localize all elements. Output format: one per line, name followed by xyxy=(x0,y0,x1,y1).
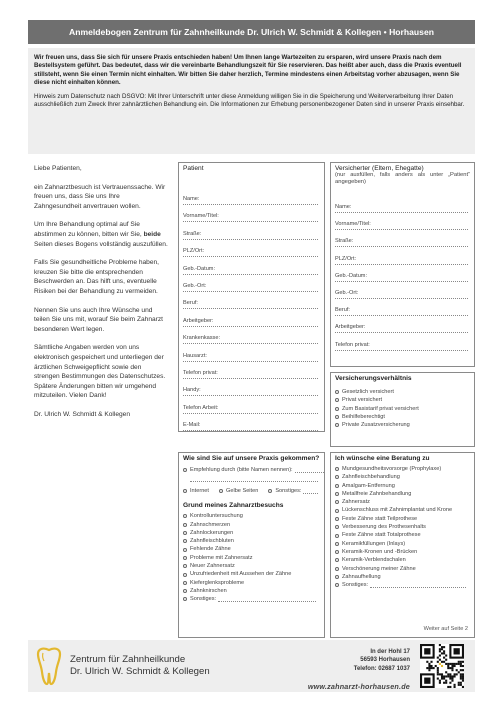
radio-circle-icon[interactable] xyxy=(183,597,187,601)
visit_reason-option[interactable]: Zahnschmerzen xyxy=(183,521,316,529)
registration-form-page xyxy=(28,20,475,692)
insured-field[interactable]: Geb.-Ort: xyxy=(335,289,468,299)
footer-address: In der Hohl 17 56593 Horhausen Telefon: 02687 1037 xyxy=(353,649,410,672)
radio-circle-icon[interactable] xyxy=(183,548,187,552)
radio-circle-icon[interactable] xyxy=(335,509,339,513)
insured-field[interactable]: Geb.-Datum: xyxy=(335,272,468,282)
patient-field[interactable]: Vorname/Titel: xyxy=(183,212,318,222)
radio-circle-icon[interactable] xyxy=(335,492,339,496)
insured-section xyxy=(330,162,475,367)
letter-paragraph-3: Falls Sie gesundheitliche Probleme haben, kreuzen Sie bitte die entsprechenden Beschwerden an. Das hilft uns, eventuelle Risiken bei der Behandlung zu vermeiden. xyxy=(34,259,159,295)
letter-paragraph-2: Um Ihre Behandlung optimal auf Sie abstimmen zu können, bitten wir Sie, beide Seiten dieses Bogens vollständig auszufüllen. xyxy=(34,221,168,248)
letter-paragraph-4: Nennen Sie uns auch Ihre Wünsche und teilen Sie uns mit, worauf Sie beim Zahnarzt besonderen Wert legen. xyxy=(34,306,164,333)
consultation-option[interactable]: Lückenschluss mit Zahnimplantat und Krone xyxy=(335,506,466,514)
patient-field[interactable]: Name: xyxy=(183,195,318,205)
insured-section-title: Versicherter (Eltern, Ehegatte) xyxy=(335,165,424,172)
radio-circle-icon[interactable] xyxy=(335,558,339,562)
form-header xyxy=(28,20,475,44)
consultation-section-title: Ich wünsche eine Beratung zu xyxy=(335,455,430,462)
radio-circle-icon[interactable] xyxy=(183,573,187,577)
intro-appointment-text: Wir freuen uns, dass Sie sich für unsere Praxis entschieden haben! Um Ihnen lange Wartezeiten zu ersparen, wird unsere Praxis nach dem Bestellsystem geführt. Das bedeutet, dass wir die vereinbarte Behandlungszeit für Sie reservieren. Das heißt aber auch, dass die Praxis eventuell stillsteht, wenn Sie einen Termin nicht einhalten. Wir bitten Sie daher herzlich, Termine mindestens einen Arbeitstag vorher abzusagen, wenn Sie diese nicht einhalten können. xyxy=(34,54,462,86)
insurance-option[interactable]: Beihilfeberechtigt xyxy=(335,413,474,421)
radio-circle-icon[interactable] xyxy=(335,567,339,571)
consultation-option[interactable]: Verschönerung meiner Zähne xyxy=(335,565,466,573)
patient-letter xyxy=(34,164,168,428)
insurance-section-title: Versicherungsverhältnis xyxy=(335,375,412,382)
radio-circle-icon[interactable] xyxy=(183,514,187,518)
patient-field[interactable]: Straße: xyxy=(183,230,318,240)
visit_reason-option[interactable]: Kieferglenksprobleme xyxy=(183,579,316,587)
radio-circle-icon[interactable] xyxy=(183,523,187,527)
consultation-option[interactable]: Verbesserung des Prothesenhalts xyxy=(335,523,466,531)
insured-section-subtitle: (nur ausfüllen, falls anders als unter „Patient“ angegeben) xyxy=(335,172,470,186)
consultation-option[interactable]: Zahnfleischbehandlung xyxy=(335,473,466,481)
radio-circle-icon[interactable] xyxy=(335,467,339,471)
radio-circle-icon[interactable] xyxy=(335,575,339,579)
patient-field[interactable]: Arbeitgeber: xyxy=(183,317,318,327)
patient-field[interactable]: Geb.-Datum: xyxy=(183,265,318,275)
radio-circle-icon[interactable] xyxy=(219,489,223,493)
qr-code-icon[interactable] xyxy=(420,644,464,688)
footer-url[interactable]: www.zahnarzt-horhausen.de xyxy=(307,682,410,691)
radio-circle-icon[interactable] xyxy=(183,468,187,472)
radio-circle-icon[interactable] xyxy=(335,534,339,538)
patient-field[interactable]: Telefon Arbeit: xyxy=(183,404,318,414)
insurance-option[interactable]: Zum Basistarif privat versichert xyxy=(335,405,474,413)
patient-field[interactable]: Beruf: xyxy=(183,299,318,309)
referral-section-title: Wie sind Sie auf unsere Praxis gekommen? xyxy=(183,455,320,462)
radio-circle-icon[interactable] xyxy=(183,581,187,585)
patient-field[interactable]: PLZ/Ort: xyxy=(183,247,318,257)
insured-field[interactable]: Beruf: xyxy=(335,306,468,316)
option-internet[interactable]: Internet xyxy=(183,488,209,494)
patient-field[interactable]: Krankenkasse: xyxy=(183,334,318,344)
radio-circle-icon[interactable] xyxy=(183,556,187,560)
consultation-option[interactable]: Keramik-Kronen und -Brücken xyxy=(335,548,466,556)
radio-circle-icon[interactable] xyxy=(183,489,187,493)
visit_reason-option[interactable]: Neuer Zahnersatz xyxy=(183,562,316,570)
letter-paragraph-1: ein Zahnarztbesuch ist Vertrauenssache. Wir freuen uns, dass Sie uns Ihre Zahngesundheit anvertrauen wollen. xyxy=(34,183,166,210)
insurance-option[interactable]: Privat versichert xyxy=(335,396,474,404)
insured-field[interactable]: PLZ/Ort: xyxy=(335,255,468,265)
intro-privacy-text: Hinweis zum Datenschutz nach DSGVO: Mit Ihrer Unterschrift unter diese Anmeldung willigen Sie in die Speicherung und Weiterverarbeitung Ihrer Daten ausschließlich zum Zweck Ihrer zahnärztlichen Behandlung ein. Die Informationen zur Erhebung personenbezogener Daten sind in unserer Praxis einsehbar. xyxy=(34,93,465,109)
radio-circle-icon[interactable] xyxy=(335,550,339,554)
tooth-logo-icon xyxy=(34,646,64,686)
consultation-option[interactable]: Feste Zähne statt Totalprothese xyxy=(335,531,466,539)
visit-reason-title: Grund meines Zahnarztbesuchs xyxy=(183,502,284,510)
patient-field[interactable]: Handy: xyxy=(183,386,318,396)
intro-box xyxy=(28,48,475,154)
insured-field[interactable]: Name: xyxy=(335,203,468,213)
radio-circle-icon[interactable] xyxy=(183,564,187,568)
radio-circle-icon[interactable] xyxy=(335,583,339,587)
visit_reason-option[interactable]: Fehlende Zähne xyxy=(183,545,316,553)
patient-field[interactable]: Geb.-Ort: xyxy=(183,282,318,292)
option-recommendation[interactable]: Empfehlung durch (bitte Namen nennen): xyxy=(183,466,324,474)
referral-section xyxy=(178,452,325,638)
insurance-option[interactable]: Gesetzlich versichert xyxy=(335,388,474,396)
consultation-option[interactable]: Metallfreie Zahnbehandlung xyxy=(335,490,466,498)
consultation-option[interactable]: Zahnersatz xyxy=(335,498,466,506)
visit_reason-option[interactable]: Sonstiges: xyxy=(183,595,316,603)
patient-field[interactable]: E-Mail: xyxy=(183,421,318,431)
letter-signature: Dr. Ulrich W. Schmidt & Kollegen xyxy=(34,410,131,418)
consultation-option[interactable]: Zahnaufhellung xyxy=(335,573,466,581)
radio-circle-icon[interactable] xyxy=(335,542,339,546)
option-yellow-pages[interactable]: Gelbe Seiten xyxy=(219,488,258,494)
insurance-section xyxy=(330,372,475,447)
insured-field[interactable]: Arbeitgeber: xyxy=(335,323,468,333)
visit_reason-option[interactable]: Zahnlockerungen xyxy=(183,529,316,537)
radio-circle-icon[interactable] xyxy=(183,589,187,593)
radio-circle-icon[interactable] xyxy=(183,531,187,535)
insurance-option[interactable]: Private Zusatzversicherung xyxy=(335,421,474,429)
letter-greeting: Liebe Patienten, xyxy=(34,165,82,172)
insured-field[interactable]: Telefon privat: xyxy=(335,341,468,351)
insured-field[interactable]: Vorname/Titel: xyxy=(335,220,468,230)
form-title: Anmeldebogen Zentrum für Zahnheilkunde Dr. Ulrich W. Schmidt & Kollegen • Horhausen xyxy=(69,27,434,37)
consultation-section xyxy=(330,452,475,638)
footer xyxy=(28,640,475,692)
letter-paragraph-5: Sämtliche Angaben werden von uns elektronisch gespeichert und unterliegen der ärztlichen Schweigepflicht sowie den strengen Bestimmungen des Datenschutzes. Spätere Änderungen bitten wir umgehend mitzuteilen. Vielen Dank! xyxy=(34,344,166,400)
radio-circle-icon[interactable] xyxy=(183,539,187,543)
radio-circle-icon[interactable] xyxy=(335,407,339,411)
consultation-option[interactable]: Feste Zähne statt Teilprothese xyxy=(335,515,466,523)
radio-circle-icon[interactable] xyxy=(335,390,339,394)
consultation-option[interactable]: Sonstiges: xyxy=(335,581,466,589)
radio-circle-icon[interactable] xyxy=(335,517,339,521)
visit_reason-option[interactable]: Zahnfleischbluten xyxy=(183,537,316,545)
recommendation-name-line[interactable] xyxy=(190,476,318,482)
radio-circle-icon[interactable] xyxy=(335,398,339,402)
consultation-option[interactable]: Mundgesundheitsvorsorge (Prophylaxe) xyxy=(335,465,466,473)
footer-brand-line2: Dr. Ulrich W. Schmidt & Kollegen xyxy=(70,666,210,677)
patient-section xyxy=(178,162,325,432)
radio-circle-icon[interactable] xyxy=(335,525,339,529)
visit_reason-option[interactable]: Zahnknirschen xyxy=(183,587,316,595)
consultation-option[interactable]: Keramikfüllungen (Inlays) xyxy=(335,540,466,548)
continue-note: Weiter auf Seite 2 xyxy=(423,626,468,632)
insured-field[interactable]: Straße: xyxy=(335,237,468,247)
consultation-option[interactable]: Keramik-Verblendschalen xyxy=(335,556,466,564)
visit_reason-option[interactable]: Unzufriedenheit mit Aussehen der Zähne xyxy=(183,570,316,578)
visit_reason-option[interactable]: Probleme mit Zahnersatz xyxy=(183,554,316,562)
radio-circle-icon[interactable] xyxy=(335,484,339,488)
patient-section-title: Patient xyxy=(183,165,204,172)
option-other-referral[interactable]: Sonstiges: xyxy=(268,488,324,494)
radio-circle-icon[interactable] xyxy=(335,423,339,427)
footer-brand-line1: Zentrum für Zahnheilkunde xyxy=(70,654,186,665)
patient-field[interactable]: Hausarzt: xyxy=(183,352,318,362)
patient-field[interactable]: Telefon privat: xyxy=(183,369,318,379)
radio-circle-icon[interactable] xyxy=(268,489,272,493)
consultation-option[interactable]: Amalgam-Entfernung xyxy=(335,482,466,490)
visit_reason-option[interactable]: Kontrolluntersuchung xyxy=(183,512,316,520)
radio-circle-icon[interactable] xyxy=(335,500,339,504)
radio-circle-icon[interactable] xyxy=(335,415,339,419)
radio-circle-icon[interactable] xyxy=(335,475,339,479)
